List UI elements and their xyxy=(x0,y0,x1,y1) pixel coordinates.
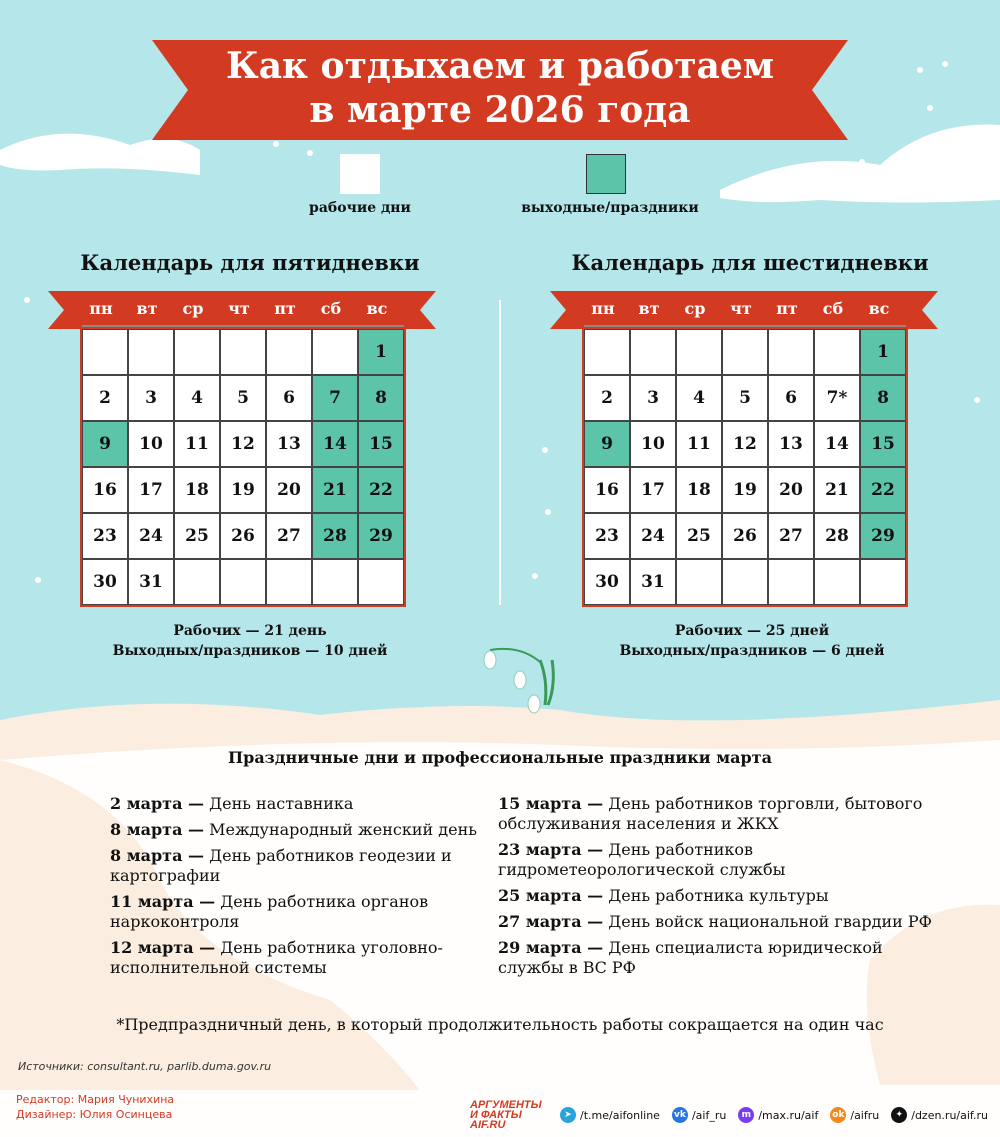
empty-cell xyxy=(128,329,174,375)
day-cell-14: 14 xyxy=(312,421,358,467)
empty-cell xyxy=(860,559,906,605)
calendar6-title: Календарь для шестидневки xyxy=(571,250,929,275)
day-cell-21: 21 xyxy=(814,467,860,513)
holiday-name: День работника уголовно-исполнительной системы xyxy=(110,938,443,977)
day-cell-25: 25 xyxy=(174,513,220,559)
empty-cell xyxy=(584,329,630,375)
calendar6-work-count: Рабочих — 25 дней xyxy=(674,623,830,639)
day-cell-9: 9 xyxy=(82,421,128,467)
holiday-item xyxy=(498,794,948,834)
day-cell-18: 18 xyxy=(676,467,722,513)
holiday-date: 12 марта — xyxy=(110,938,216,957)
day-cell-17: 17 xyxy=(630,467,676,513)
day-cell-3: 3 xyxy=(128,375,174,421)
day-cell-16: 16 xyxy=(584,467,630,513)
weekday-7: вс xyxy=(366,299,388,318)
day-cell-10: 10 xyxy=(128,421,174,467)
ok-link[interactable] xyxy=(830,1107,879,1123)
max-link[interactable] xyxy=(738,1107,818,1123)
empty-cell xyxy=(174,559,220,605)
weekday-5: пт xyxy=(776,299,798,318)
calendar6-off-count: Выходных/праздников — 6 дней xyxy=(619,643,885,659)
day-cell-13: 13 xyxy=(768,421,814,467)
holiday-name: День работников геодезии и картографии xyxy=(110,846,452,885)
vk-link[interactable] xyxy=(672,1107,726,1123)
day-cell-21: 21 xyxy=(312,467,358,513)
day-cell-9: 9 xyxy=(584,421,630,467)
weekday-7: вс xyxy=(868,299,890,318)
logo-line-2: И ФАКТЫ AIF.RU xyxy=(470,1109,522,1131)
holiday-item xyxy=(110,794,490,814)
holidays-title: Праздничные дни и профессиональные праздники марта xyxy=(228,748,772,767)
weekday-4: чт xyxy=(228,299,250,318)
ok-icon: ok xyxy=(830,1107,846,1123)
weekday-2: вт xyxy=(136,299,158,318)
designer-credit: Дизайнер: Юлия Осинцева xyxy=(16,1108,173,1121)
day-cell-18: 18 xyxy=(174,467,220,513)
day-cell-17: 17 xyxy=(128,467,174,513)
holiday-name: День специалиста юридической службы в ВС РФ xyxy=(498,938,883,977)
dzen-link[interactable] xyxy=(891,1107,988,1123)
logo-line-1: АРГУМЕНТЫ xyxy=(470,1099,542,1111)
weekday-3: ср xyxy=(684,299,706,318)
holiday-name: День работника культуры xyxy=(603,886,829,905)
day-cell-12: 12 xyxy=(220,421,266,467)
day-cell-28: 28 xyxy=(312,513,358,559)
day-cell-4: 4 xyxy=(174,375,220,421)
day-cell-3: 3 xyxy=(630,375,676,421)
holiday-name: День войск национальной гвардии РФ xyxy=(603,912,932,931)
holiday-item xyxy=(110,846,490,886)
empty-cell xyxy=(266,329,312,375)
holiday-date: 11 марта — xyxy=(110,892,216,911)
holidays-right-column xyxy=(498,794,948,984)
legend-work-swatch xyxy=(340,154,380,194)
weekday-4: чт xyxy=(730,299,752,318)
empty-cell xyxy=(722,559,768,605)
holiday-item xyxy=(498,840,948,880)
holiday-date: 8 марта — xyxy=(110,846,205,865)
day-cell-27: 27 xyxy=(266,513,312,559)
calendar5-title: Календарь для пятидневки xyxy=(80,250,420,275)
day-cell-29: 29 xyxy=(860,513,906,559)
holidays-left-column xyxy=(110,794,490,984)
day-cell-11: 11 xyxy=(174,421,220,467)
day-cell-26: 26 xyxy=(722,513,768,559)
calendar6-weekdays xyxy=(580,299,902,318)
day-cell-20: 20 xyxy=(266,467,312,513)
weekday-1: пн xyxy=(89,299,113,318)
holiday-name: День работников гидрометеорологической службы xyxy=(498,840,786,879)
social-link-text: /t.me/aifonline xyxy=(580,1108,660,1122)
day-cell-22: 22 xyxy=(358,467,404,513)
empty-cell xyxy=(220,329,266,375)
holiday-item xyxy=(110,820,490,840)
holiday-date: 15 марта — xyxy=(498,794,604,813)
day-cell-14: 14 xyxy=(814,421,860,467)
calendar5-work-count: Рабочих — 21 день xyxy=(173,623,327,639)
footnote: *Предпраздничный день, в который продолжительность работы сокращается на один час xyxy=(116,1015,884,1034)
day-cell-5: 5 xyxy=(722,375,768,421)
day-cell-24: 24 xyxy=(630,513,676,559)
holiday-date: 23 марта — xyxy=(498,840,604,859)
weekday-1: пн xyxy=(591,299,615,318)
holiday-item xyxy=(498,912,948,932)
day-cell-20: 20 xyxy=(768,467,814,513)
day-cell-15: 15 xyxy=(860,421,906,467)
sources: Источники: consultant.ru, parlib.duma.gov.ru xyxy=(18,1060,272,1073)
holiday-date: 27 марта — xyxy=(498,912,604,931)
day-cell-15: 15 xyxy=(358,421,404,467)
telegram-link[interactable] xyxy=(560,1107,660,1123)
calendar6-grid xyxy=(582,327,908,607)
max-icon: m xyxy=(738,1107,754,1123)
telegram-icon: ➤ xyxy=(560,1107,576,1123)
day-cell-23: 23 xyxy=(584,513,630,559)
holiday-name: День работников торговли, бытового обслуживания населения и ЖКХ xyxy=(498,794,923,833)
day-cell-19: 19 xyxy=(722,467,768,513)
empty-cell xyxy=(82,329,128,375)
empty-cell xyxy=(358,559,404,605)
social-link-text: /aif_ru xyxy=(691,1108,727,1122)
aif-logo xyxy=(470,1100,550,1130)
day-cell-5: 5 xyxy=(220,375,266,421)
empty-cell xyxy=(312,559,358,605)
legend-work-label: рабочие дни xyxy=(309,200,411,216)
empty-cell xyxy=(676,329,722,375)
empty-cell xyxy=(220,559,266,605)
empty-cell xyxy=(174,329,220,375)
day-cell-16: 16 xyxy=(82,467,128,513)
day-cell-23: 23 xyxy=(82,513,128,559)
day-cell-10: 10 xyxy=(630,421,676,467)
holiday-date: 8 марта — xyxy=(110,820,205,839)
day-cell-1: 1 xyxy=(358,329,404,375)
title-line-2: в марте 2026 года xyxy=(309,89,691,131)
title-line-1: Как отдыхаем и работаем xyxy=(225,45,775,87)
empty-cell xyxy=(266,559,312,605)
day-cell-6: 6 xyxy=(768,375,814,421)
dzen-icon: ✦ xyxy=(891,1107,907,1123)
day-cell-28: 28 xyxy=(814,513,860,559)
day-cell-2: 2 xyxy=(584,375,630,421)
calendar5-grid xyxy=(80,327,406,607)
holiday-item xyxy=(498,938,948,978)
holiday-name: Международный женский день xyxy=(204,820,477,839)
weekday-3: ср xyxy=(182,299,204,318)
weekday-2: вт xyxy=(638,299,660,318)
legend-off-label: выходные/праздники xyxy=(521,200,699,216)
holiday-item xyxy=(110,938,490,978)
empty-cell xyxy=(814,559,860,605)
footer-links xyxy=(470,1100,1000,1130)
holiday-name: День работника органов наркоконтроля xyxy=(110,892,429,931)
day-cell-13: 13 xyxy=(266,421,312,467)
day-cell-25: 25 xyxy=(676,513,722,559)
day-cell-24: 24 xyxy=(128,513,174,559)
holiday-date: 29 марта — xyxy=(498,938,604,957)
day-cell-30: 30 xyxy=(82,559,128,605)
weekday-6: сб xyxy=(320,299,342,318)
vk-icon: vk xyxy=(672,1107,688,1123)
holiday-item xyxy=(498,886,948,906)
credits xyxy=(16,1092,174,1122)
day-cell-7: 7 xyxy=(312,375,358,421)
editor-credit: Редактор: Мария Чунихина xyxy=(16,1093,175,1106)
day-cell-4: 4 xyxy=(676,375,722,421)
holiday-item xyxy=(110,892,490,932)
day-cell-19: 19 xyxy=(220,467,266,513)
day-cell-30: 30 xyxy=(584,559,630,605)
weekday-5: пт xyxy=(274,299,296,318)
day-cell-31: 31 xyxy=(128,559,174,605)
day-cell-27: 27 xyxy=(768,513,814,559)
day-cell-31: 31 xyxy=(630,559,676,605)
page-title xyxy=(152,44,848,132)
weekday-6: сб xyxy=(822,299,844,318)
calendar5-off-count: Выходных/праздников — 10 дней xyxy=(112,643,388,659)
day-cell-22: 22 xyxy=(860,467,906,513)
calendar-divider xyxy=(499,300,501,605)
social-link-text: /aifru xyxy=(850,1108,880,1122)
day-cell-7: 7* xyxy=(814,375,860,421)
calendar6-summary xyxy=(562,621,942,661)
day-cell-2: 2 xyxy=(82,375,128,421)
empty-cell xyxy=(814,329,860,375)
day-cell-12: 12 xyxy=(722,421,768,467)
day-cell-11: 11 xyxy=(676,421,722,467)
empty-cell xyxy=(676,559,722,605)
calendar5-summary xyxy=(60,621,440,661)
legend-off-swatch xyxy=(586,154,626,194)
day-cell-8: 8 xyxy=(860,375,906,421)
calendar5-weekdays xyxy=(78,299,400,318)
day-cell-29: 29 xyxy=(358,513,404,559)
social-link-text: /max.ru/aif xyxy=(758,1108,819,1122)
empty-cell xyxy=(312,329,358,375)
social-link-text: /dzen.ru/aif.ru xyxy=(911,1108,988,1122)
day-cell-1: 1 xyxy=(860,329,906,375)
empty-cell xyxy=(768,559,814,605)
holiday-date: 25 марта — xyxy=(498,886,604,905)
day-cell-8: 8 xyxy=(358,375,404,421)
holiday-date: 2 марта — xyxy=(110,794,205,813)
empty-cell xyxy=(630,329,676,375)
day-cell-6: 6 xyxy=(266,375,312,421)
empty-cell xyxy=(722,329,768,375)
empty-cell xyxy=(768,329,814,375)
holiday-name: День наставника xyxy=(204,794,354,813)
day-cell-26: 26 xyxy=(220,513,266,559)
